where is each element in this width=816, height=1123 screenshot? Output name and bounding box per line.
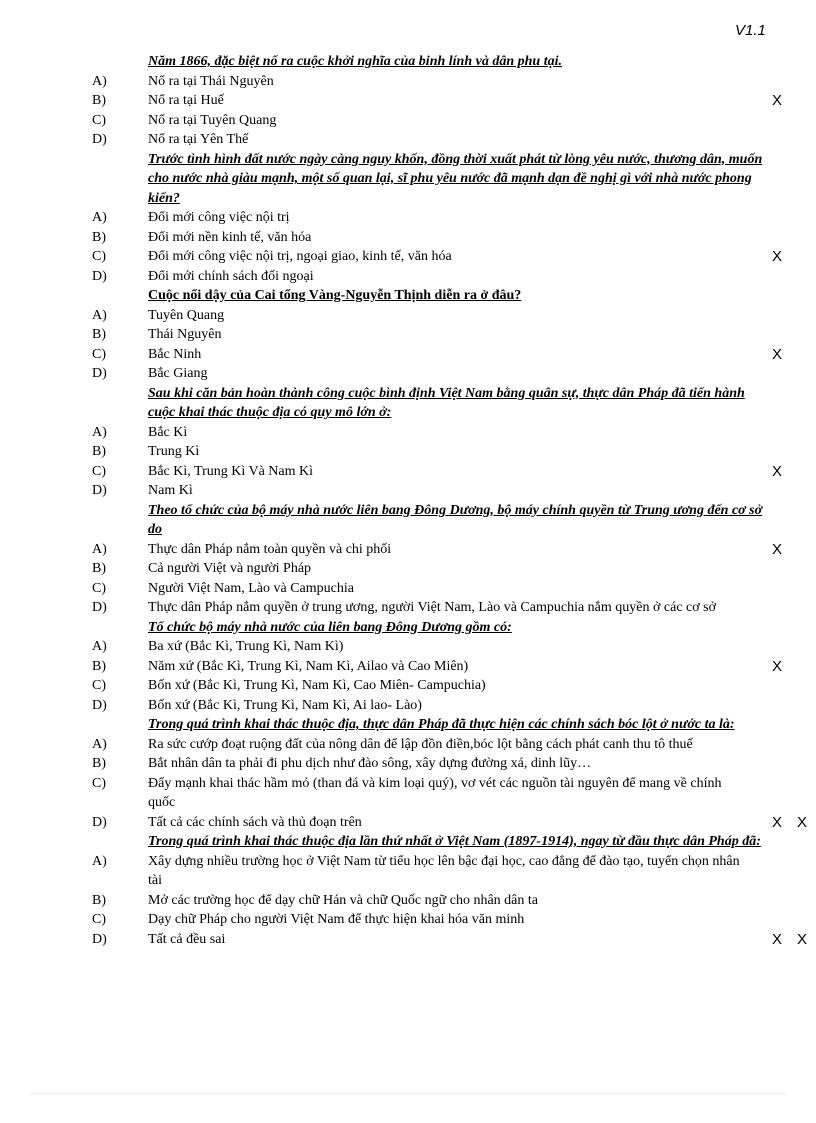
quiz-content: [0, 52, 816, 949]
answer-option: [0, 364, 816, 384]
option-label: B): [92, 93, 106, 108]
option-text: Bốn xứ (Bắc Kì, Trung Kì, Nam Kì, Ai lao- Lào): [148, 697, 422, 713]
option-text: Người Việt Nam, Lào và Campuchia: [148, 580, 354, 596]
answer-option: [0, 637, 816, 657]
option-label: A): [92, 424, 107, 440]
question-text: Trong quá trình khai thác thuộc địa, thực dân Pháp đã thực hiện các chính sách bóc lột ở nước ta là:: [148, 717, 735, 732]
answer-mark: X: [772, 345, 783, 363]
answer-option: [0, 754, 816, 774]
option-label: B): [92, 892, 106, 908]
option-text: Trung Kì: [148, 444, 200, 459]
answer-option: [0, 579, 816, 599]
option-text: Xây dựng nhiều trường học ở Việt Nam từ tiểu học lên bậc đại học, cao đẳng để đào tạo, tuyển chọn nhân tài: [148, 853, 740, 888]
answer-mark: X: [772, 248, 783, 265]
answer-option: [0, 559, 816, 579]
option-text: Thái Nguyên: [148, 327, 222, 342]
answer-option: [0, 130, 816, 150]
option-text: Nổ ra tại Tuyên Quang: [148, 112, 277, 128]
option-label: B): [92, 444, 106, 459]
answer-option: [0, 423, 816, 443]
option-label: B): [92, 327, 106, 342]
answer-option: [0, 657, 816, 677]
option-text: Mở các trường học để dạy chữ Hán và chữ Quốc ngữ cho nhân dân ta: [148, 892, 538, 908]
option-label: D): [92, 600, 107, 615]
version-label: V1.1: [735, 22, 766, 39]
answer-option: [0, 676, 816, 696]
option-text: Ra sức cướp đoạt ruộng đất của nông dân để lập đồn điền,bóc lột bằng cách phát canh thu tô thuế: [148, 736, 693, 752]
option-text: Đổi mới chính sách đối ngoại: [148, 268, 314, 284]
option-label: A): [92, 73, 107, 89]
option-label: D): [92, 268, 107, 284]
answer-mark: X: [772, 813, 783, 831]
option-label: D): [92, 366, 107, 381]
option-label: C): [92, 463, 106, 479]
option-text: Bắc Kì, Trung Kì Và Nam Kì: [148, 463, 314, 479]
answer-option: [0, 735, 816, 755]
question-text: Trong quá trình khai thác thuộc địa lần thứ nhất ở Việt Nam (1897-1914), ngay từ đầu thực dân Pháp đã:: [148, 834, 761, 849]
answer-option: [0, 598, 816, 618]
option-label: A): [92, 210, 107, 225]
option-text: Bắc Giang: [148, 366, 208, 381]
answer-mark-secondary: X: [797, 930, 808, 948]
answer-option: [0, 325, 816, 345]
answer-option: [0, 442, 816, 462]
option-text: Đổi mới nền kinh tế, văn hóa: [148, 229, 312, 245]
option-text: Bốn xứ (Bắc Kì, Trung Kì, Nam Kì, Cao Miên- Campuchia): [148, 678, 486, 693]
option-text: Nam Kì: [148, 483, 193, 498]
option-text: Tất cả đều sai: [148, 931, 226, 947]
option-text: Tất cả các chính sách và thủ đoạn trên: [148, 814, 362, 830]
question-text: Tổ chức bộ máy nhà nước của liên bang Đông Dương gồm có:: [148, 619, 512, 635]
option-label: D): [92, 697, 107, 713]
option-text: Bắc Kì: [148, 424, 188, 440]
answer-option: [0, 228, 816, 248]
question-text: Sau khi căn bản hoàn thành công cuộc bình định Việt Nam bằng quân sự, thực dân Pháp đã tiến hành cuộc khai thác thuộc địa có quy mô lớn ở:: [148, 385, 745, 420]
answer-mark: X: [772, 462, 783, 480]
option-label: B): [92, 756, 106, 771]
option-text: Thực dân Pháp nắm toàn quyền và chi phối: [148, 541, 392, 557]
answer-option: [0, 774, 816, 813]
option-text: Nổ ra tại Yên Thế: [148, 132, 249, 147]
option-label: C): [92, 580, 106, 596]
answer-mark: X: [772, 540, 783, 558]
option-label: C): [92, 249, 106, 264]
option-text: Đổi mới công việc nội trị: [148, 210, 290, 225]
option-label: B): [92, 658, 106, 674]
option-text: Bắc Ninh: [148, 346, 202, 362]
answer-option: [0, 462, 816, 482]
option-label: C): [92, 112, 106, 128]
option-label: C): [92, 346, 106, 362]
option-label: A): [92, 853, 107, 869]
option-label: D): [92, 483, 107, 498]
answer-option: [0, 345, 816, 365]
question-text: Năm 1866, đặc biệt nổ ra cuộc khởi nghĩa của binh lính và dân phu tại.: [148, 54, 562, 69]
answer-mark: X: [772, 930, 783, 948]
answer-option: [0, 267, 816, 287]
option-label: B): [92, 561, 106, 576]
option-label: D): [92, 931, 107, 947]
option-label: A): [92, 736, 107, 752]
answer-option: [0, 813, 816, 833]
answer-option: [0, 696, 816, 716]
page-bottom-divider: [30, 1093, 786, 1094]
option-text: Tuyên Quang: [148, 307, 225, 323]
answer-option: [0, 852, 816, 891]
option-text: Năm xứ (Bắc Kì, Trung Kì, Nam Kì, Ailao và Cao Miên): [148, 658, 469, 674]
option-text: Nổ ra tại Huế: [148, 93, 224, 108]
option-label: C): [92, 775, 106, 791]
answer-option: [0, 910, 816, 930]
option-label: D): [92, 814, 107, 830]
answer-mark: X: [772, 657, 783, 675]
option-text: Đổi mới công việc nội trị, ngoại giao, kinh tế, văn hóa: [148, 249, 452, 264]
answer-option: [0, 247, 816, 267]
answer-option: [0, 72, 816, 92]
option-label: A): [92, 541, 107, 557]
answer-option: [0, 111, 816, 131]
answer-option: [0, 481, 816, 501]
answer-mark-secondary: X: [797, 813, 808, 831]
answer-option: [0, 540, 816, 560]
answer-option: [0, 306, 816, 326]
answer-option: [0, 930, 816, 950]
option-text: Bắt nhân dân ta phải đi phu dịch như đào sông, xây dựng đường xá, dinh lũy…: [148, 756, 592, 771]
question-text: Cuộc nổi dậy của Cai tổng Vàng-Nguyễn Thịnh diễn ra ở đâu?: [148, 288, 522, 303]
option-text: Thực dân Pháp nắm quyền ở trung ương, người Việt Nam, Lào và Campuchia nắm quyền ở các cơ sở: [148, 600, 717, 615]
option-label: C): [92, 912, 106, 927]
answer-mark: X: [772, 92, 783, 109]
option-label: D): [92, 132, 107, 147]
answer-option: [0, 891, 816, 911]
question-text: Theo tổ chức của bộ máy nhà nước liên bang Đông Dương, bộ máy chính quyền từ Trung ương đến cơ sở do: [148, 502, 763, 537]
option-label: A): [92, 639, 107, 654]
option-text: Đẩy mạnh khai thác hầm mỏ (than đá và kim loại quý), vơ vét các nguồn tài nguyên để mang về chính quốc: [148, 775, 722, 810]
option-text: Dạy chữ Pháp cho người Việt Nam để thực hiện khai hóa văn minh: [148, 912, 525, 927]
option-text: Cả người Việt và người Pháp: [148, 561, 312, 576]
question-text: Trước tình hình đất nước ngày càng nguy khốn, đồng thời xuất phát từ lòng yêu nước, thương dân, muốn cho nước nhà giàu mạnh, một số quan lại, sĩ phu yêu nước đã mạnh dạn đề nghị gì với nhà nước phong kiến?: [148, 151, 763, 206]
option-text: Nổ ra tại Thái Nguyên: [148, 73, 274, 89]
option-label: A): [92, 307, 107, 323]
answer-option: [0, 208, 816, 228]
option-label: C): [92, 678, 106, 693]
answer-option: [0, 91, 816, 111]
option-text: Ba xứ (Bắc Kì, Trung Kì, Nam Kì): [148, 639, 344, 654]
option-label: B): [92, 229, 106, 245]
